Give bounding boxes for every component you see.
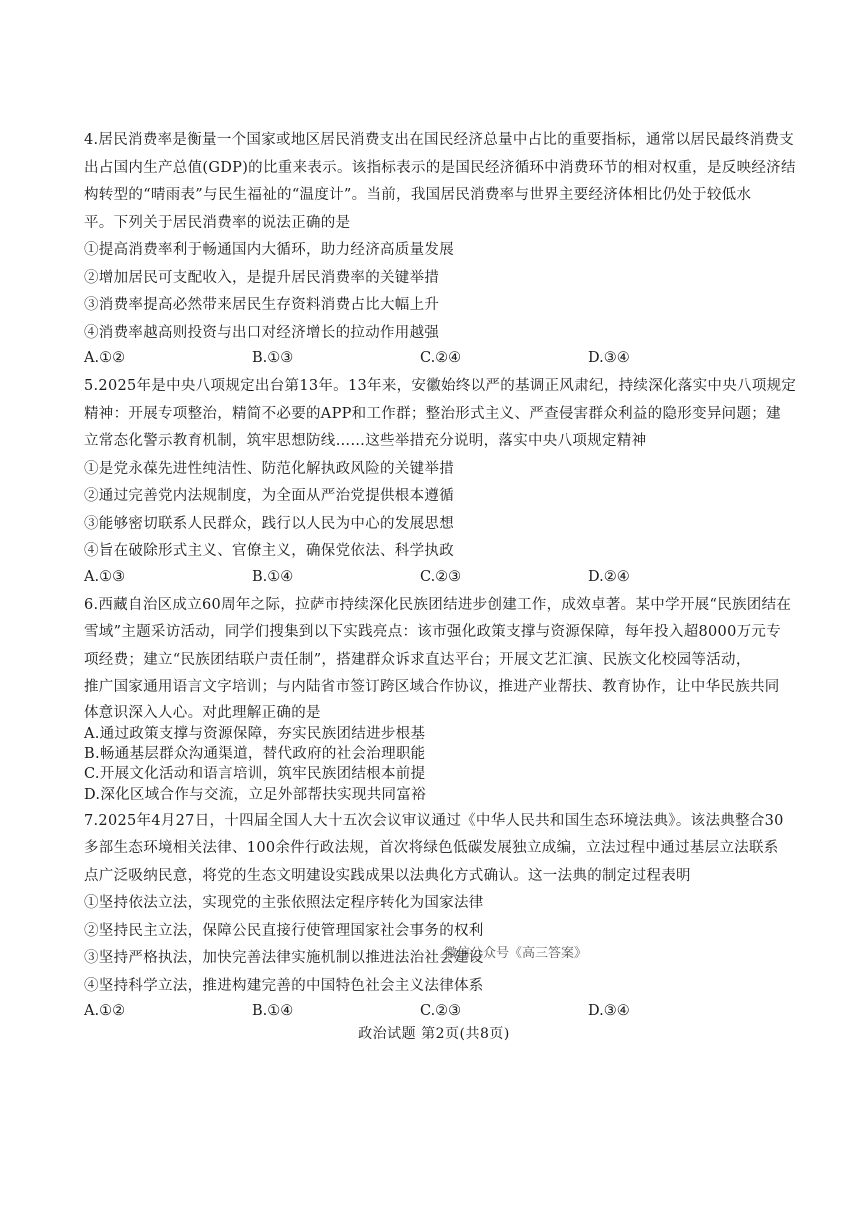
question-stem-line: 精神：开展专项整治，精简不必要的APP和工作群；整治形式主义、严查侵害群众利益的隐形变异问题；建 — [84, 405, 781, 422]
watermark-text: 微信公众号《高三答案》 — [444, 946, 588, 961]
statement-item: ②增加居民可支配收入，是提升居民消费率的关键举措 — [84, 269, 440, 286]
question-6 — [84, 592, 796, 806]
statement-item: ②坚持民主立法，保障公民直接行使管理国家社会事务的权利 — [84, 922, 484, 939]
statement-item: ④消费率越高则投资与出口对经济增长的拉动作用越强 — [84, 324, 440, 341]
question-stem-line: 5.2025年是中央八项规定出台第13年。13年来，安徽始终以严的基调正风肃纪，持续深化落实中央八项规定 — [84, 378, 796, 394]
question-stem-line: 立常态化警示教育机制，筑牢思想防线……这些举措充分说明，落实中央八项规定精神 — [84, 433, 647, 449]
page-footer: 政治试题 第2页(共8页) — [358, 1026, 510, 1042]
option-b: B.①③ — [252, 350, 294, 366]
option-d: D.②④ — [588, 568, 630, 585]
option-a: A.①③ — [84, 568, 126, 585]
question-stem-line: 项经费；建立“民族团结联户责任制”，搭建群众诉求直达平台；开展文艺汇演、民族文化校园等活动， — [84, 651, 751, 668]
option-c: C.开展文化活动和语言培训，筑牢民族团结根本前提 — [84, 765, 426, 782]
option-d: D.深化区域合作与交流，立足外部帮扶实现共同富裕 — [84, 786, 426, 803]
question-stem-line: 体意识深入人心。对此理解正确的是 — [84, 704, 321, 721]
question-stem-line: 点广泛吸纳民意，将党的生态文明建设实践成果以法典化方式确认。这一法典的制定过程表明 — [84, 867, 691, 884]
option-b: B.①④ — [252, 568, 294, 585]
question-stem-line: 4.居民消费率是衡量一个国家或地区居民消费支出在国民经济总量中占比的重要指标，通常以居民最终消费支 — [84, 132, 795, 148]
option-c: C.②③ — [420, 568, 462, 585]
option-c: C.②④ — [420, 350, 462, 366]
option-a: A.①② — [84, 350, 126, 366]
statement-item: ④坚持科学立法，推进构建完善的中国特色社会主义法律体系 — [84, 977, 484, 994]
statement-item: ①提高消费率利于畅通国内大循环，助力经济高质量发展 — [84, 242, 454, 258]
option-a: A.①② — [84, 1003, 126, 1019]
question-stem-line: 推广国家通用语言文字培训；与内陆省市签订跨区域合作协议，推进产业帮扶、教育协作，让中华民族共同 — [84, 679, 780, 695]
question-stem-line: 雪域”主题采访活动，同学们搜集到以下实践亮点：该市强化政策支撑与资源保障，每年投入超8000万元专 — [84, 624, 782, 640]
answer-options — [84, 1000, 796, 1022]
statement-item: ④旨在破除形式主义、官僚主义，确保党依法、科学执政 — [84, 543, 454, 559]
question-stem-line: 平。下列关于居民消费率的说法正确的是 — [84, 214, 351, 231]
question-7 — [84, 808, 796, 1023]
question-stem-line: 6.西藏自治区成立60周年之际，拉萨市持续深化民族团结进步创建工作，成效卓著。某中学开展“民族团结在 — [84, 596, 792, 613]
question-stem-line: 出占国内生产总值(GDP)的比重来表示。该指标表示的是国民经济循环中消费环节的相对权重，是反映经济结 — [84, 159, 796, 176]
statement-item: ③能够密切联系人民群众，践行以人民为中心的发展思想 — [84, 515, 454, 532]
statement-item: ①坚持依法立法，实现党的主张依照法定程序转化为国家法律 — [84, 895, 484, 911]
statement-item: ③消费率提高必然带来居民生存资料消费占比大幅上升 — [84, 297, 440, 313]
answer-options — [84, 566, 796, 588]
answer-options — [84, 347, 796, 369]
question-5 — [84, 373, 796, 588]
option-d: D.③④ — [588, 350, 630, 366]
question-content — [84, 127, 796, 1026]
question-stem-line: 构转型的“晴雨表”与民生福祉的“温度计”。当前，我国居民消费率与世界主要经济体相比仍处于较低水 — [84, 187, 752, 203]
option-c: C.②③ — [420, 1003, 462, 1019]
option-d: D.③④ — [588, 1003, 630, 1019]
statement-item: ③坚持严格执法，加快完善法律实施机制以推进法治社会建设 — [84, 950, 484, 966]
question-4 — [84, 127, 796, 369]
statement-item: ②通过完善党内法规制度，为全面从严治党提供根本遵循 — [84, 488, 454, 504]
option-b: B.①④ — [252, 1003, 294, 1019]
statement-item: ①是党永葆先进性纯洁性、防范化解执政风险的关键举措 — [84, 460, 454, 477]
option-a: A.通过政策支撑与资源保障，夯实民族团结进步根基 — [84, 725, 426, 742]
question-stem-line: 7.2025年4月27日，十四届全国人大十五次会议审议通过《中华人民共和国生态环境法典》。该法典整合30 — [84, 812, 784, 829]
option-b: B.畅通基层群众沟通渠道，替代政府的社会治理职能 — [84, 745, 426, 762]
question-stem-line: 多部生态环境相关法律、100余件行政法规，首次将绿色低碳发展独立成编，立法过程中通过基层立法联系 — [84, 840, 779, 856]
